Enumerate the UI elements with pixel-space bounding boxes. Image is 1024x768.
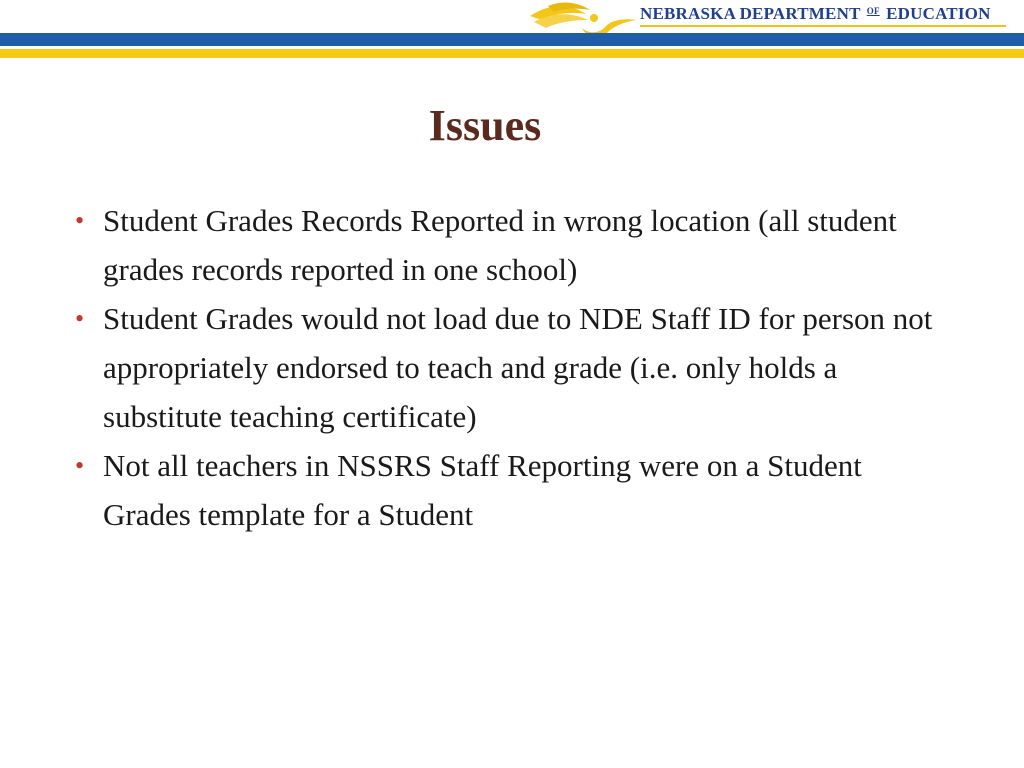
bullet-dot-icon: • (75, 206, 85, 235)
org-name (640, 4, 991, 24)
slide-title: Issues (428, 101, 542, 150)
bullet-text: Student Grades would not load due to NDE Staff ID for person not appropriately endorsed to teach and grade (i.e. only holds a substitute teaching certificate) (103, 301, 933, 434)
bullet-text: Not all teachers in NSSRS Staff Reporting were on a Student Grades template for a Student (103, 448, 862, 532)
org-name-part1: NEBRASKA DEPARTMENT (640, 4, 861, 23)
bullet-item (75, 196, 955, 294)
org-name-part2: EDUCATION (886, 4, 991, 23)
bullet-item (75, 441, 955, 539)
org-name-of: OF (866, 6, 880, 16)
bullet-dot-icon: • (75, 451, 85, 480)
bullet-list (75, 196, 955, 539)
bullet-dot-icon: • (75, 304, 85, 333)
bullet-text: Student Grades Records Reported in wrong location (all student grades records reported in one school) (103, 203, 897, 287)
header (0, 0, 1024, 60)
org-name-underline (640, 25, 1006, 27)
header-band-blue (0, 33, 1024, 46)
header-band-yellow (0, 49, 1024, 58)
bullet-item (75, 294, 955, 441)
